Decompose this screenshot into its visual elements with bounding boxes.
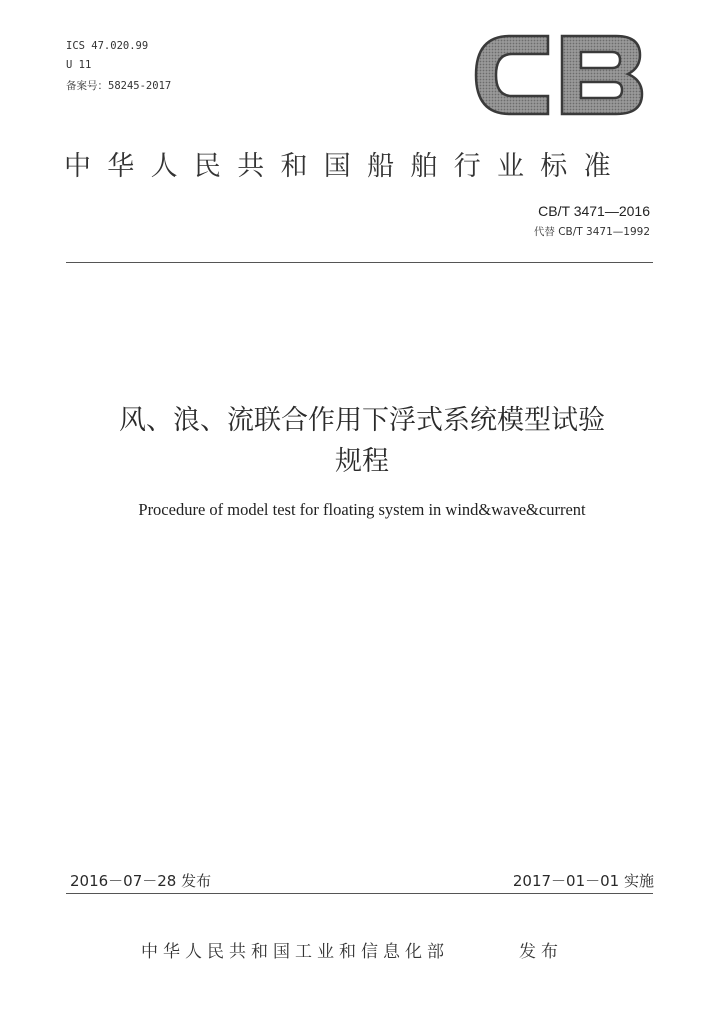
meta-filing-number: 备案号：58245-2017 (66, 80, 172, 92)
cb-logo (470, 30, 648, 120)
standard-number: CB/T 3471—2016 (538, 203, 650, 219)
title-cn-line-2: 规程 (335, 446, 389, 477)
issue-date: 2016－07－28 发布 (70, 872, 212, 890)
meta-ccs: U 11 (66, 59, 92, 71)
issue-word: 发布 (519, 942, 563, 962)
issuer-name: 中华人民共和国工业和信息化部 (141, 942, 449, 962)
logo-letter-b (562, 36, 642, 114)
organization-title: 中华人民共和国船舶行业标准 (64, 151, 627, 182)
footer-rule (66, 893, 653, 894)
implementation-date: 2017－01－01 实施 (512, 872, 654, 890)
replaces-standard: 代替 CB/T 3471—1992 (533, 226, 650, 238)
meta-ics: ICS 47.020.99 (66, 40, 149, 52)
title-cn-line-1: 风、浪、流联合作用下浮式系统模型试验 (119, 405, 605, 436)
title-en: Procedure of model test for floating system in wind&wave&current (138, 500, 586, 519)
header-rule (66, 262, 653, 263)
logo-letter-c (476, 36, 548, 114)
